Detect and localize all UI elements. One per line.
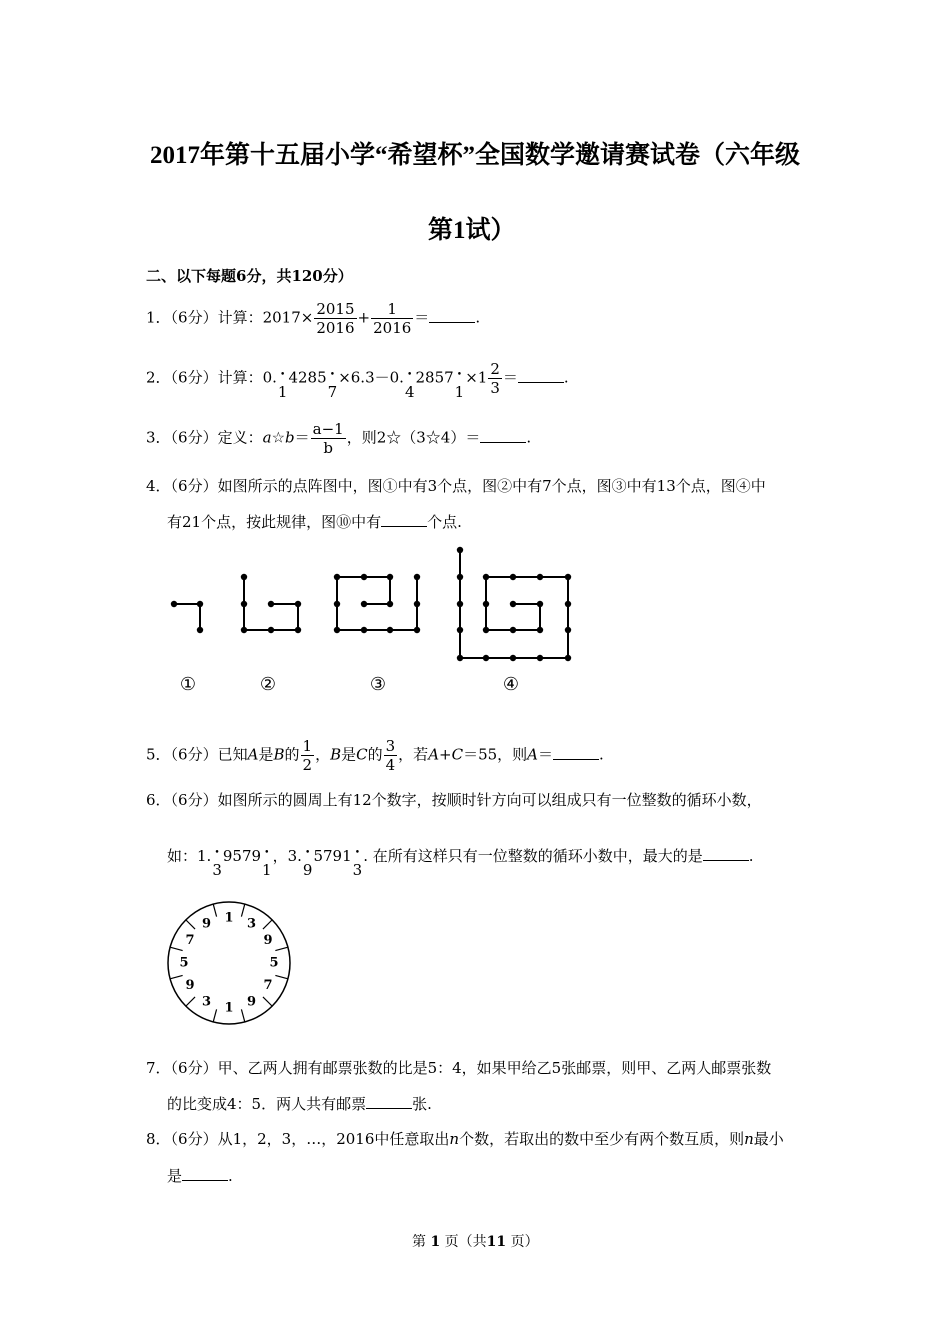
lattice-dot — [171, 601, 177, 607]
circle-divider-tick — [241, 1009, 244, 1022]
answer-blank — [381, 512, 427, 527]
circle-divider-tick — [186, 997, 195, 1006]
question-7-line2: 的比变成4：5．两人共有邮票 张. — [167, 1095, 432, 1113]
lattice-dot — [565, 627, 571, 633]
lattice-dot — [268, 627, 274, 633]
fraction: $\frac{1}{2016}$ — [373, 300, 412, 337]
circle-divider-tick — [170, 975, 183, 978]
circle-divider-tick — [275, 947, 288, 950]
lattice-dot — [387, 627, 393, 633]
lattice-dot — [537, 574, 543, 580]
lattice-path-1 — [174, 604, 200, 630]
question-2: 2．（6分）计算：0. • 14285 • 7×6.3－0. • 42857 • 1×1 $\frac{2}{3}$ ＝ . — [146, 360, 569, 401]
circle-digit: 9 — [246, 994, 257, 1010]
page-title: 2017年第十五届小学“希望杯”全国数学邀请赛试卷（六年级 — [150, 142, 801, 169]
lattice-dot — [483, 655, 489, 661]
dot-lattice-figure — [160, 540, 590, 700]
fraction: $\frac{2015}{2016}$ — [316, 300, 355, 337]
circle-digit: 3 — [201, 994, 212, 1010]
lattice-dot — [268, 601, 274, 607]
figure-label-4: ④ — [502, 674, 520, 695]
lattice-dot — [457, 574, 463, 580]
lattice-dot — [414, 574, 420, 580]
circle-divider-tick — [275, 975, 288, 978]
lattice-dot — [334, 627, 340, 633]
question-3: 3．（6分）定义：a☆b＝ $\frac{a-1}{b}$ ，则2☆（3☆4）＝ . — [146, 420, 532, 457]
lattice-dot — [241, 574, 247, 580]
lattice-dot — [241, 601, 247, 607]
lattice-dot — [295, 601, 301, 607]
answer-blank — [429, 308, 475, 323]
figure-label-1: ① — [179, 674, 197, 695]
lattice-dot — [334, 574, 340, 580]
lattice-dot — [197, 601, 203, 607]
circle-divider-tick — [263, 920, 272, 929]
lattice-dot — [295, 627, 301, 633]
lattice-dot — [510, 655, 516, 661]
lattice-dot — [483, 601, 489, 607]
question-8: 8．（6分）从1，2，3，…，2016中任意取出n个数，若取出的数中至少有两个数互质，则n最小 — [146, 1130, 784, 1148]
lattice-dot — [241, 627, 247, 633]
answer-blank — [366, 1094, 412, 1109]
circle-divider-tick — [263, 997, 272, 1006]
circle-digit: 5 — [179, 955, 189, 971]
lattice-dot — [414, 627, 420, 633]
fraction: $\frac{1}{2}$ — [302, 737, 313, 774]
answer-blank — [553, 745, 599, 760]
fraction: $\frac{2}{3}$ — [490, 360, 500, 397]
question-4-line2: 有21个点，按此规律，图⑩中有 个点. — [167, 513, 462, 531]
question-1: 1．（6分）计算：2017× $\frac{2015}{2016}$ + $\frac{1}{2016}$ ＝ . — [146, 300, 481, 337]
question-5: 5．（6分）已知A是B的 $\frac{1}{2}$ ，B是C的 $\frac{3}{4}$ ，若A+C＝55，则A＝ . — [146, 737, 604, 774]
page-footer: 第 1 页（共11 页） — [412, 1234, 539, 1250]
lattice-dot — [387, 574, 393, 580]
lattice-dot — [457, 627, 463, 633]
answer-blank — [518, 368, 564, 383]
lattice-dot — [361, 574, 367, 580]
lattice-dot — [565, 655, 571, 661]
circle-divider-tick — [241, 904, 244, 917]
circle-digit: 3 — [246, 916, 257, 932]
lattice-path-3 — [337, 577, 417, 630]
lattice-dot — [457, 655, 463, 661]
lattice-dot — [510, 601, 516, 607]
circle-digit: 7 — [263, 978, 273, 993]
lattice-dot — [537, 627, 543, 633]
fraction: $\frac{3}{4}$ — [385, 737, 396, 774]
circle-digit: 1 — [224, 1000, 234, 1016]
circle-digit: 9 — [201, 916, 212, 932]
question-4: 4．（6分）如图所示的点阵图中，图①中有3个点，图②中有7个点，图③中有13个点，图④中 — [146, 477, 766, 495]
circle-digit: 9 — [263, 933, 273, 948]
lattice-dot — [483, 574, 489, 580]
answer-blank — [480, 428, 526, 443]
lattice-dot — [565, 574, 571, 580]
circle-digit: 7 — [185, 933, 195, 948]
lattice-dot — [334, 601, 340, 607]
inner-ring — [189, 923, 269, 1003]
lattice-dot — [197, 627, 203, 633]
circle-divider-tick — [186, 920, 195, 929]
figure-label-2: ② — [259, 674, 277, 695]
question-6-line2: 如：1. • 39579 • 1，3. • 95791 • 3. 在所有这样只有一位整数的循环小数中，最大的是 . — [167, 847, 754, 879]
question-7: 7．（6分）甲、乙两人拥有邮票张数的比是5：4，如果甲给乙5张邮票，则甲、乙两人邮票张数 — [146, 1059, 772, 1077]
lattice-dot — [457, 547, 463, 553]
lattice-dot — [457, 601, 463, 607]
digit-circle-figure — [163, 897, 295, 1029]
lattice-dot — [387, 601, 393, 607]
page-title-line2: 第1试） — [428, 217, 516, 244]
circle-digit: 9 — [185, 978, 195, 993]
lattice-dot — [361, 627, 367, 633]
fraction: $\frac{a-1}{b}$ — [312, 420, 344, 457]
figure-label-3: ③ — [369, 674, 387, 695]
question-6: 6．（6分）如图所示的圆周上有12个数字，按顺时针方向可以组成只有一位整数的循环小数， — [146, 791, 762, 809]
lattice-dot — [565, 601, 571, 607]
lattice-dot — [414, 601, 420, 607]
circle-divider-tick — [170, 947, 183, 950]
lattice-dot — [510, 574, 516, 580]
question-8-line2: 是 . — [167, 1167, 233, 1185]
lattice-dot — [537, 601, 543, 607]
answer-blank — [182, 1166, 228, 1181]
lattice-dot — [483, 627, 489, 633]
lattice-dot — [510, 627, 516, 633]
circle-digit: 1 — [224, 910, 234, 926]
circle-divider-tick — [213, 1009, 216, 1022]
circle-divider-tick — [213, 904, 216, 917]
section-heading: 二、以下每题6分，共120分） — [146, 267, 353, 285]
lattice-dot — [361, 601, 367, 607]
answer-blank — [703, 846, 749, 861]
lattice-dot — [537, 655, 543, 661]
circle-digit: 5 — [269, 955, 279, 971]
